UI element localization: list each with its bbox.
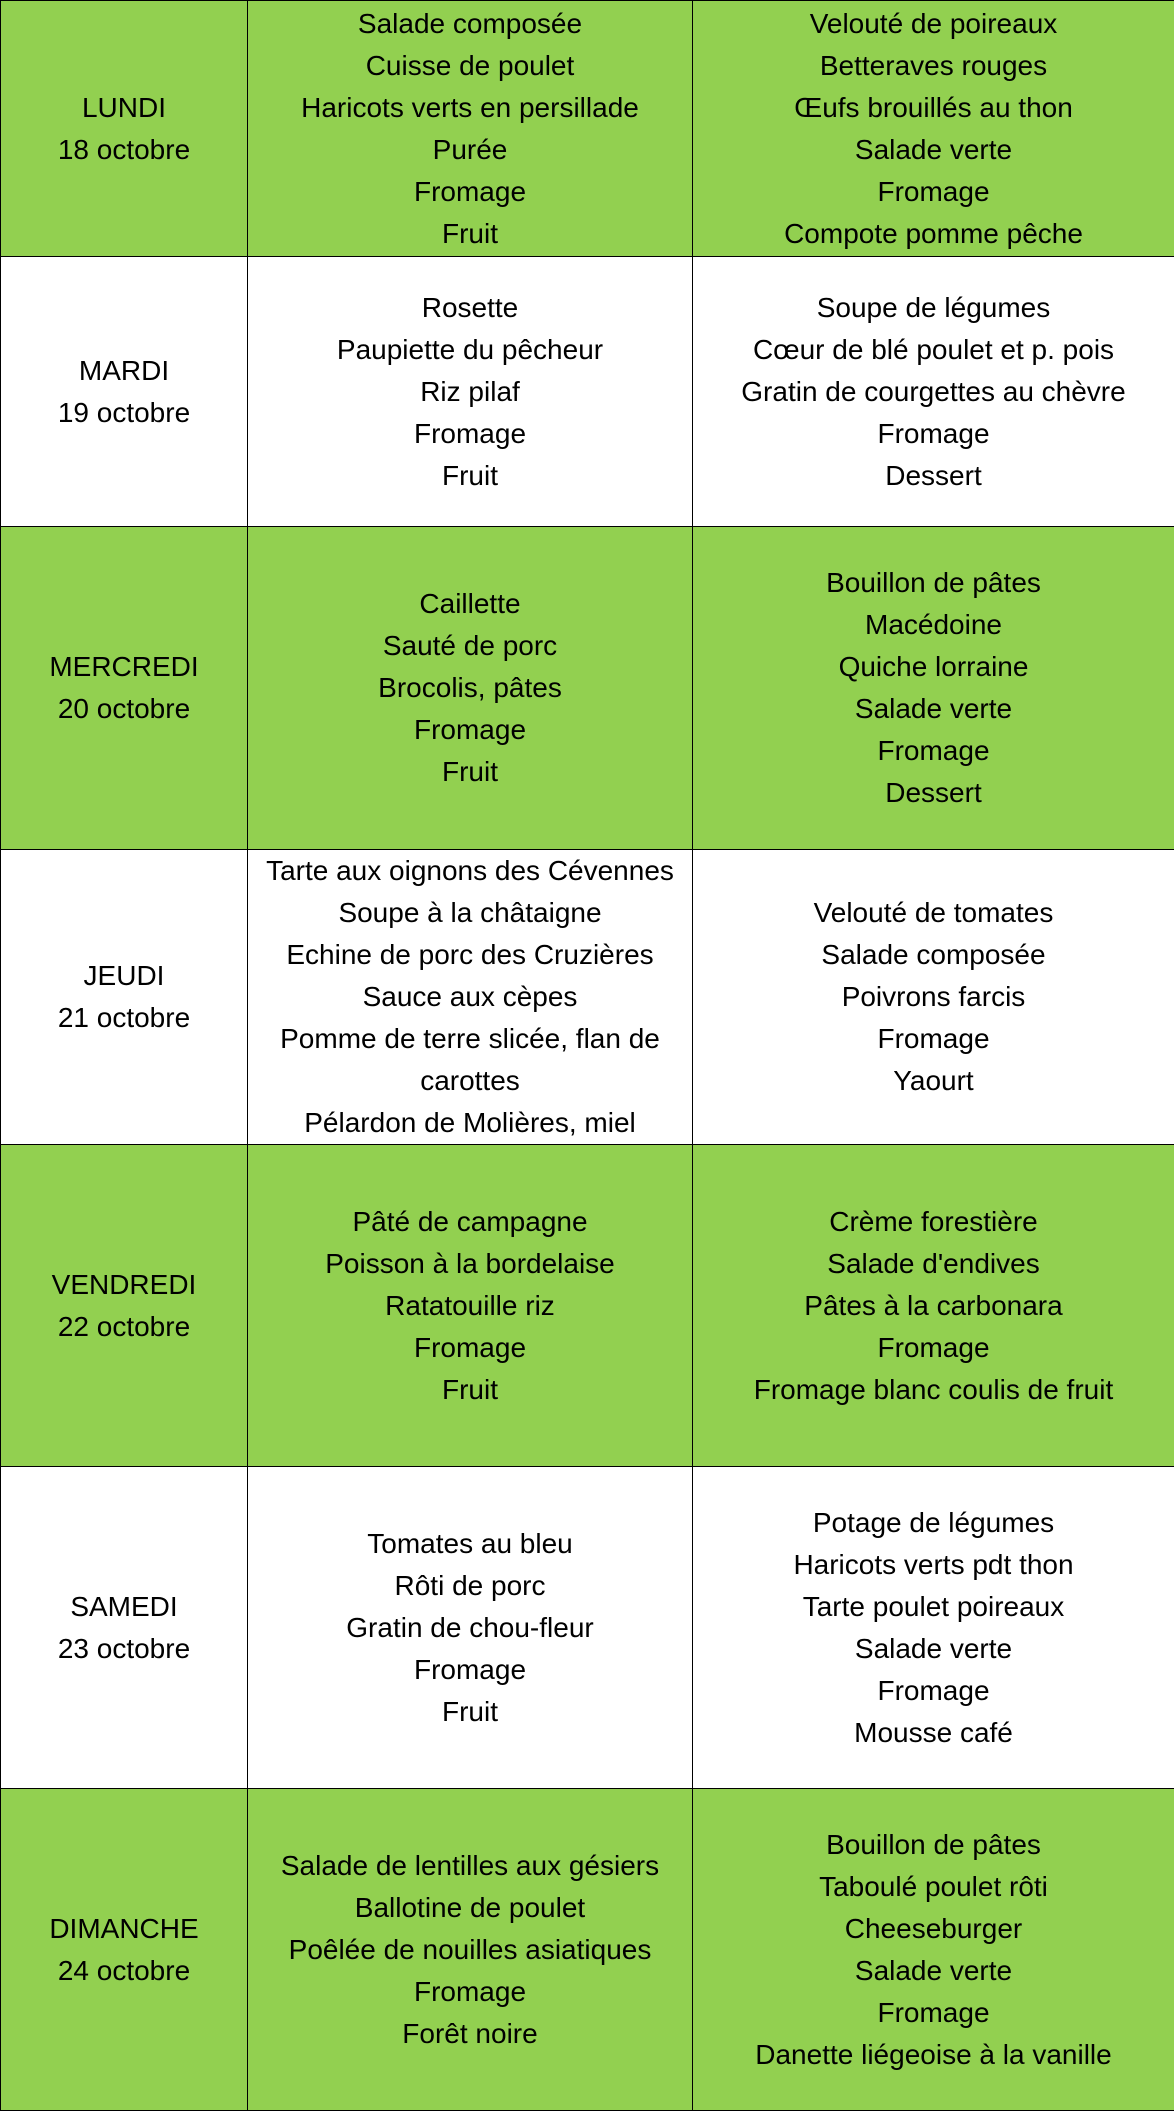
lunch-item: Fromage	[252, 1327, 688, 1369]
lunch-item: Riz pilaf	[252, 371, 688, 413]
lunch-item: Ballotine de poulet	[252, 1887, 688, 1929]
lunch-item: Sauce aux cèpes	[252, 976, 688, 1018]
lunch-item: Soupe à la châtaigne	[252, 892, 688, 934]
dinner-item: Danette liégeoise à la vanille	[697, 2034, 1170, 2076]
lunch-item: Pomme de terre slicée, flan de carottes	[252, 1018, 688, 1102]
day-cell	[1, 527, 248, 850]
dinner-item: Fromage	[697, 730, 1170, 772]
lunch-item: Fruit	[252, 1369, 688, 1411]
day-cell	[1, 1145, 248, 1467]
lunch-item: Fromage	[252, 171, 688, 213]
lunch-cell	[248, 1467, 693, 1789]
dinner-item: Salade d'endives	[697, 1243, 1170, 1285]
menu-row-mercredi	[1, 527, 1174, 850]
dinner-item: Œufs brouillés au thon	[697, 87, 1170, 129]
dinner-cell	[693, 527, 1174, 850]
dinner-item: Bouillon de pâtes	[697, 1824, 1170, 1866]
lunch-item: Sauté de porc	[252, 625, 688, 667]
dinner-item: Salade verte	[697, 1628, 1170, 1670]
lunch-item: Poisson à la bordelaise	[252, 1243, 688, 1285]
dinner-item: Haricots verts pdt thon	[697, 1544, 1170, 1586]
dinner-item: Yaourt	[697, 1060, 1170, 1102]
day-cell	[1, 1, 248, 257]
lunch-item: Tomates au bleu	[252, 1523, 688, 1565]
dinner-cell	[693, 1, 1174, 257]
day-cell	[1, 257, 248, 527]
day-date: 19 octobre	[5, 392, 243, 434]
lunch-item: Ratatouille riz	[252, 1285, 688, 1327]
dinner-item: Potage de légumes	[697, 1502, 1170, 1544]
lunch-item: Fruit	[252, 455, 688, 497]
lunch-item: Poêlée de nouilles asiatiques	[252, 1929, 688, 1971]
dinner-item: Compote pomme pêche	[697, 213, 1170, 255]
day-name: DIMANCHE	[5, 1908, 243, 1950]
day-date: 21 octobre	[5, 997, 243, 1039]
menu-row-mardi	[1, 257, 1174, 527]
dinner-item: Betteraves rouges	[697, 45, 1170, 87]
lunch-item: Echine de porc des Cruzières	[252, 934, 688, 976]
dinner-item: Soupe de légumes	[697, 287, 1170, 329]
dinner-cell	[693, 1145, 1174, 1467]
dinner-item: Gratin de courgettes au chèvre	[697, 371, 1170, 413]
day-name: LUNDI	[5, 87, 243, 129]
dinner-item: Crème forestière	[697, 1201, 1170, 1243]
menu-row-jeudi	[1, 850, 1174, 1145]
dinner-item: Cœur de blé poulet et p. pois	[697, 329, 1170, 371]
dinner-item: Fromage	[697, 1327, 1170, 1369]
lunch-item: Fromage	[252, 413, 688, 455]
day-name: JEUDI	[5, 955, 243, 997]
dinner-item: Velouté de poireaux	[697, 3, 1170, 45]
day-date: 22 octobre	[5, 1306, 243, 1348]
lunch-item: Fromage	[252, 1971, 688, 2013]
day-date: 24 octobre	[5, 1950, 243, 1992]
lunch-item: Caillette	[252, 583, 688, 625]
dinner-item: Salade composée	[697, 934, 1170, 976]
lunch-cell	[248, 257, 693, 527]
lunch-item: Brocolis, pâtes	[252, 667, 688, 709]
dinner-item: Cheeseburger	[697, 1908, 1170, 1950]
lunch-item: Forêt noire	[252, 2013, 688, 2055]
lunch-item: Fruit	[252, 751, 688, 793]
lunch-item: Fromage	[252, 1649, 688, 1691]
dinner-item: Bouillon de pâtes	[697, 562, 1170, 604]
lunch-cell	[248, 1, 693, 257]
dinner-cell	[693, 257, 1174, 527]
dinner-item: Salade verte	[697, 1950, 1170, 1992]
lunch-item: Haricots verts en persillade	[252, 87, 688, 129]
lunch-cell	[248, 1789, 693, 2111]
day-name: MERCREDI	[5, 646, 243, 688]
lunch-item: Tarte aux oignons des Cévennes	[252, 850, 688, 892]
dinner-item: Fromage	[697, 1992, 1170, 2034]
menu-table-body	[1, 1, 1174, 2111]
dinner-item: Taboulé poulet rôti	[697, 1866, 1170, 1908]
dinner-item: Fromage	[697, 1018, 1170, 1060]
dinner-cell	[693, 1789, 1174, 2111]
dinner-cell	[693, 850, 1174, 1145]
dinner-item: Salade verte	[697, 129, 1170, 171]
dinner-item: Fromage	[697, 413, 1170, 455]
lunch-item: Salade de lentilles aux gésiers	[252, 1845, 688, 1887]
day-date: 18 octobre	[5, 129, 243, 171]
lunch-item: Paupiette du pêcheur	[252, 329, 688, 371]
day-name: SAMEDI	[5, 1586, 243, 1628]
lunch-item: Pélardon de Molières, miel	[252, 1102, 688, 1144]
menu-row-vendredi	[1, 1145, 1174, 1467]
lunch-cell	[248, 850, 693, 1145]
dinner-item: Velouté de tomates	[697, 892, 1170, 934]
menu-row-lundi	[1, 1, 1174, 257]
dinner-item: Salade verte	[697, 688, 1170, 730]
dinner-item: Macédoine	[697, 604, 1170, 646]
day-name: MARDI	[5, 350, 243, 392]
dinner-item: Quiche lorraine	[697, 646, 1170, 688]
lunch-cell	[248, 527, 693, 850]
dinner-item: Poivrons farcis	[697, 976, 1170, 1018]
dinner-item: Pâtes à la carbonara	[697, 1285, 1170, 1327]
menu-row-dimanche	[1, 1789, 1174, 2111]
dinner-item: Dessert	[697, 772, 1170, 814]
lunch-item: Rôti de porc	[252, 1565, 688, 1607]
lunch-item: Fruit	[252, 1691, 688, 1733]
menu-row-samedi	[1, 1467, 1174, 1789]
dinner-item: Dessert	[697, 455, 1170, 497]
day-name: VENDREDI	[5, 1264, 243, 1306]
day-cell	[1, 1467, 248, 1789]
lunch-item: Fruit	[252, 213, 688, 255]
lunch-item: Cuisse de poulet	[252, 45, 688, 87]
lunch-item: Salade composée	[252, 3, 688, 45]
dinner-item: Fromage	[697, 1670, 1170, 1712]
day-date: 20 octobre	[5, 688, 243, 730]
lunch-cell	[248, 1145, 693, 1467]
dinner-cell	[693, 1467, 1174, 1789]
dinner-item: Mousse café	[697, 1712, 1170, 1754]
lunch-item: Fromage	[252, 709, 688, 751]
lunch-item: Purée	[252, 129, 688, 171]
dinner-item: Fromage blanc coulis de fruit	[697, 1369, 1170, 1411]
lunch-item: Rosette	[252, 287, 688, 329]
dinner-item: Tarte poulet poireaux	[697, 1586, 1170, 1628]
day-date: 23 octobre	[5, 1628, 243, 1670]
lunch-item: Gratin de chou-fleur	[252, 1607, 688, 1649]
day-cell	[1, 850, 248, 1145]
dinner-item: Fromage	[697, 171, 1170, 213]
lunch-item: Pâté de campagne	[252, 1201, 688, 1243]
day-cell	[1, 1789, 248, 2111]
